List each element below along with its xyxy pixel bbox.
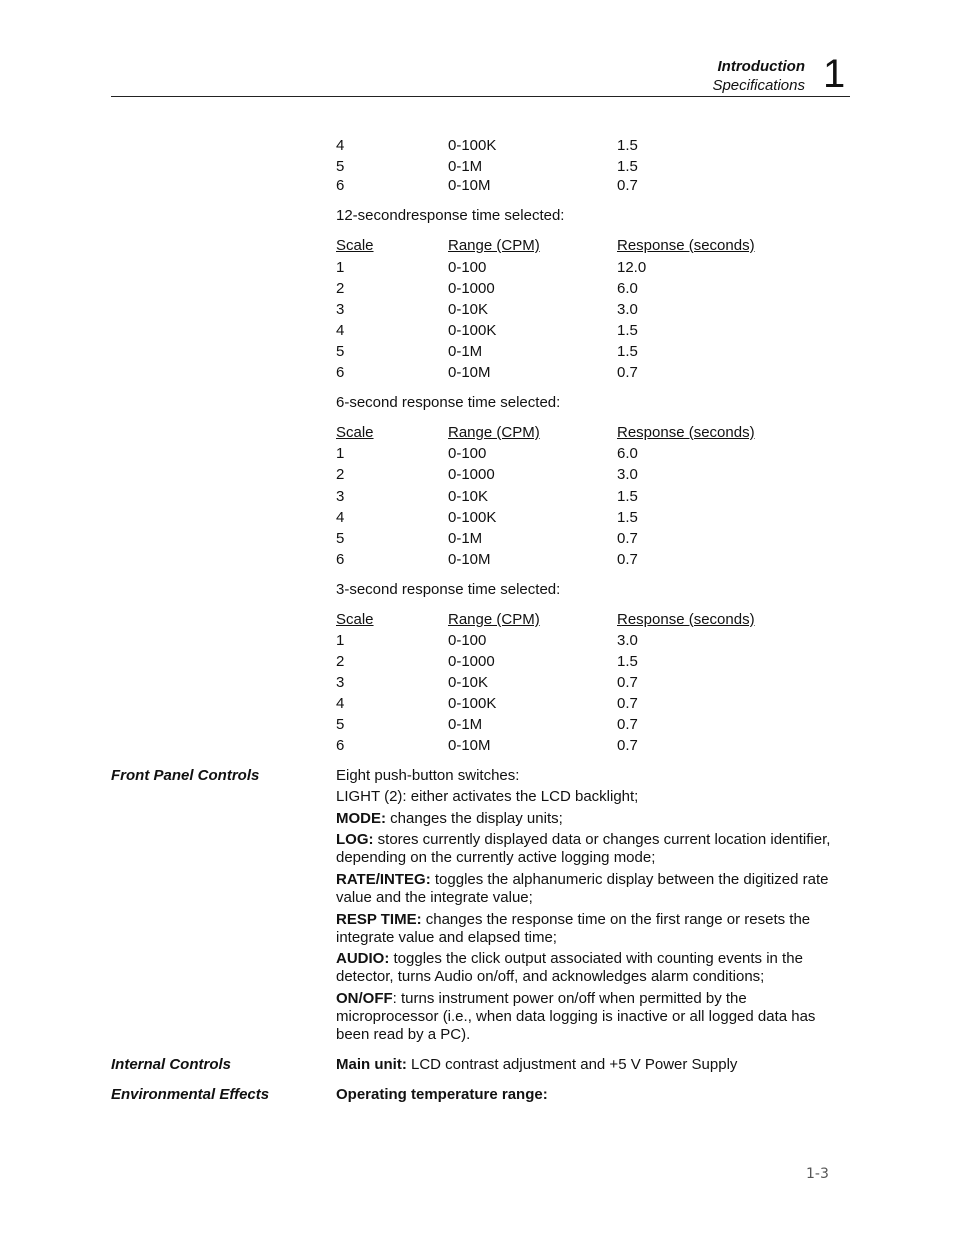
control-text: changes the display units; — [386, 810, 563, 827]
control-key: ON/OFF — [336, 990, 393, 1007]
control-key: LOG: — [336, 831, 374, 848]
table-cell: 0-10K — [448, 488, 489, 505]
table-cell: 5 — [336, 343, 345, 360]
table-cell: 6 — [336, 737, 345, 754]
table-cell: 0-10M — [448, 177, 491, 194]
control-key: RATE/INTEG: — [336, 871, 431, 888]
table-cell: 1.5 — [617, 488, 638, 505]
table-cell: 0.7 — [617, 177, 638, 194]
table-cell: 0-1000 — [448, 466, 495, 483]
table-cell: 0-1M — [448, 158, 483, 175]
internal-controls-description: LCD contrast adjustment and +5 V Power Supply — [406, 1056, 738, 1073]
table-caption: 3-second response time selected: — [336, 581, 561, 598]
chapter-number: 1 — [823, 52, 846, 96]
header-subsection: Specifications — [712, 77, 805, 94]
table-cell: 6.0 — [617, 280, 638, 297]
column-header-response: Response (seconds) — [617, 611, 755, 628]
column-header-scale: Scale — [336, 611, 374, 628]
column-header-response: Response (seconds) — [617, 237, 755, 254]
column-header-range: Range (CPM) — [448, 424, 540, 441]
table-cell: 0.7 — [617, 530, 638, 547]
control-text: : turns instrument power on/off when permitted by the microprocessor (i.e., when data logging is inactive or all logged data has been read by a PC). — [336, 990, 816, 1043]
control-text: changes the response time on the first range or resets the integrate value and elapsed time; — [336, 911, 811, 946]
table-cell: 0-1M — [448, 530, 483, 547]
table-cell: 3.0 — [617, 466, 638, 483]
table-cell: 12.0 — [617, 259, 647, 276]
table-cell: 0-1000 — [448, 653, 495, 670]
table-cell: 5 — [336, 158, 345, 175]
table-cell: 0-100 — [448, 632, 487, 649]
table-cell: 0-1M — [448, 343, 483, 360]
internal-controls-label: Internal Controls — [111, 1056, 232, 1073]
table-cell: 0-100K — [448, 322, 497, 339]
table-cell: 4 — [336, 137, 345, 154]
table-cell: 1.5 — [617, 653, 638, 670]
environmental-effects-label: Environmental Effects — [111, 1086, 270, 1103]
control-description-mode — [336, 810, 836, 828]
table-cell: 6 — [336, 551, 345, 568]
table-caption: 6-second response time selected: — [336, 394, 561, 411]
table-cell: 1.5 — [617, 509, 638, 526]
table-cell: 0-100 — [448, 259, 487, 276]
control-text: toggles the click output associated with counting events in the detector, turns Audio on/off, and acknowledges alarm conditions; — [336, 950, 803, 985]
table-cell: 4 — [336, 322, 345, 339]
table-cell: 3 — [336, 301, 345, 318]
table-cell: 2 — [336, 653, 345, 670]
internal-controls-key: Main unit: — [336, 1056, 407, 1073]
header-section: Introduction — [717, 58, 805, 75]
table-cell: 0.7 — [617, 674, 638, 691]
table-cell: 0-10M — [448, 551, 491, 568]
table-cell: 3 — [336, 488, 345, 505]
table-cell: 0.7 — [617, 716, 638, 733]
column-header-response: Response (seconds) — [617, 424, 755, 441]
table-cell: 0-10M — [448, 737, 491, 754]
table-cell: 0.7 — [617, 551, 638, 568]
internal-controls-text — [336, 1056, 737, 1074]
table-cell: 1 — [336, 445, 345, 462]
table-cell: 1 — [336, 632, 345, 649]
table-cell: 3 — [336, 674, 345, 691]
table-cell: 2 — [336, 280, 345, 297]
control-description-resp-time — [336, 911, 836, 947]
table-cell: 2 — [336, 466, 345, 483]
column-header-range: Range (CPM) — [448, 237, 540, 254]
table-cell: 1.5 — [617, 322, 638, 339]
table-cell: 1.5 — [617, 137, 638, 154]
table-cell: 0-100K — [448, 509, 497, 526]
table-cell: 6 — [336, 364, 345, 381]
running-header — [712, 57, 805, 95]
control-description-log — [336, 831, 836, 867]
table-caption: 12-secondresponse time selected: — [336, 207, 565, 224]
control-key: AUDIO: — [336, 950, 390, 967]
table-cell: 6.0 — [617, 445, 638, 462]
column-header-scale: Scale — [336, 424, 374, 441]
column-header-range: Range (CPM) — [448, 611, 540, 628]
control-description-on-off — [336, 990, 836, 1044]
table-cell: 0-100K — [448, 137, 497, 154]
table-cell: 0-1000 — [448, 280, 495, 297]
table-cell: 4 — [336, 509, 345, 526]
front-panel-intro: Eight push-button switches: — [336, 767, 520, 784]
column-header-scale: Scale — [336, 237, 374, 254]
control-text: toggles the alphanumeric display between the digitized rate value and the integrate value; — [336, 871, 829, 906]
control-description-rate-integ — [336, 871, 836, 907]
table-cell: 1.5 — [617, 343, 638, 360]
page-number: 1-3 — [806, 1166, 829, 1182]
table-cell: 0-10M — [448, 364, 491, 381]
front-panel-light: LIGHT (2): either activates the LCD backlight; — [336, 788, 639, 805]
control-key: MODE: — [336, 810, 386, 827]
table-cell: 4 — [336, 695, 345, 712]
table-cell: 5 — [336, 716, 345, 733]
table-cell: 1 — [336, 259, 345, 276]
front-panel-controls-label: Front Panel Controls — [111, 767, 260, 784]
header-rule — [111, 96, 850, 97]
table-cell: 6 — [336, 177, 345, 194]
control-description-audio — [336, 950, 836, 986]
table-cell: 3.0 — [617, 632, 638, 649]
control-text: stores currently displayed data or changes current location identifier, depending on the currently active logging mode; — [336, 831, 831, 866]
table-cell: 5 — [336, 530, 345, 547]
control-key: RESP TIME: — [336, 911, 422, 928]
table-cell: 1.5 — [617, 158, 638, 175]
table-cell: 0-1M — [448, 716, 483, 733]
table-cell: 0.7 — [617, 364, 638, 381]
table-cell: 3.0 — [617, 301, 638, 318]
table-cell: 0.7 — [617, 737, 638, 754]
table-cell: 0-10K — [448, 674, 489, 691]
table-cell: 0-100 — [448, 445, 487, 462]
table-cell: 0-10K — [448, 301, 489, 318]
operating-temperature-label: Operating temperature range: — [336, 1086, 548, 1103]
table-cell: 0.7 — [617, 695, 638, 712]
table-cell: 0-100K — [448, 695, 497, 712]
